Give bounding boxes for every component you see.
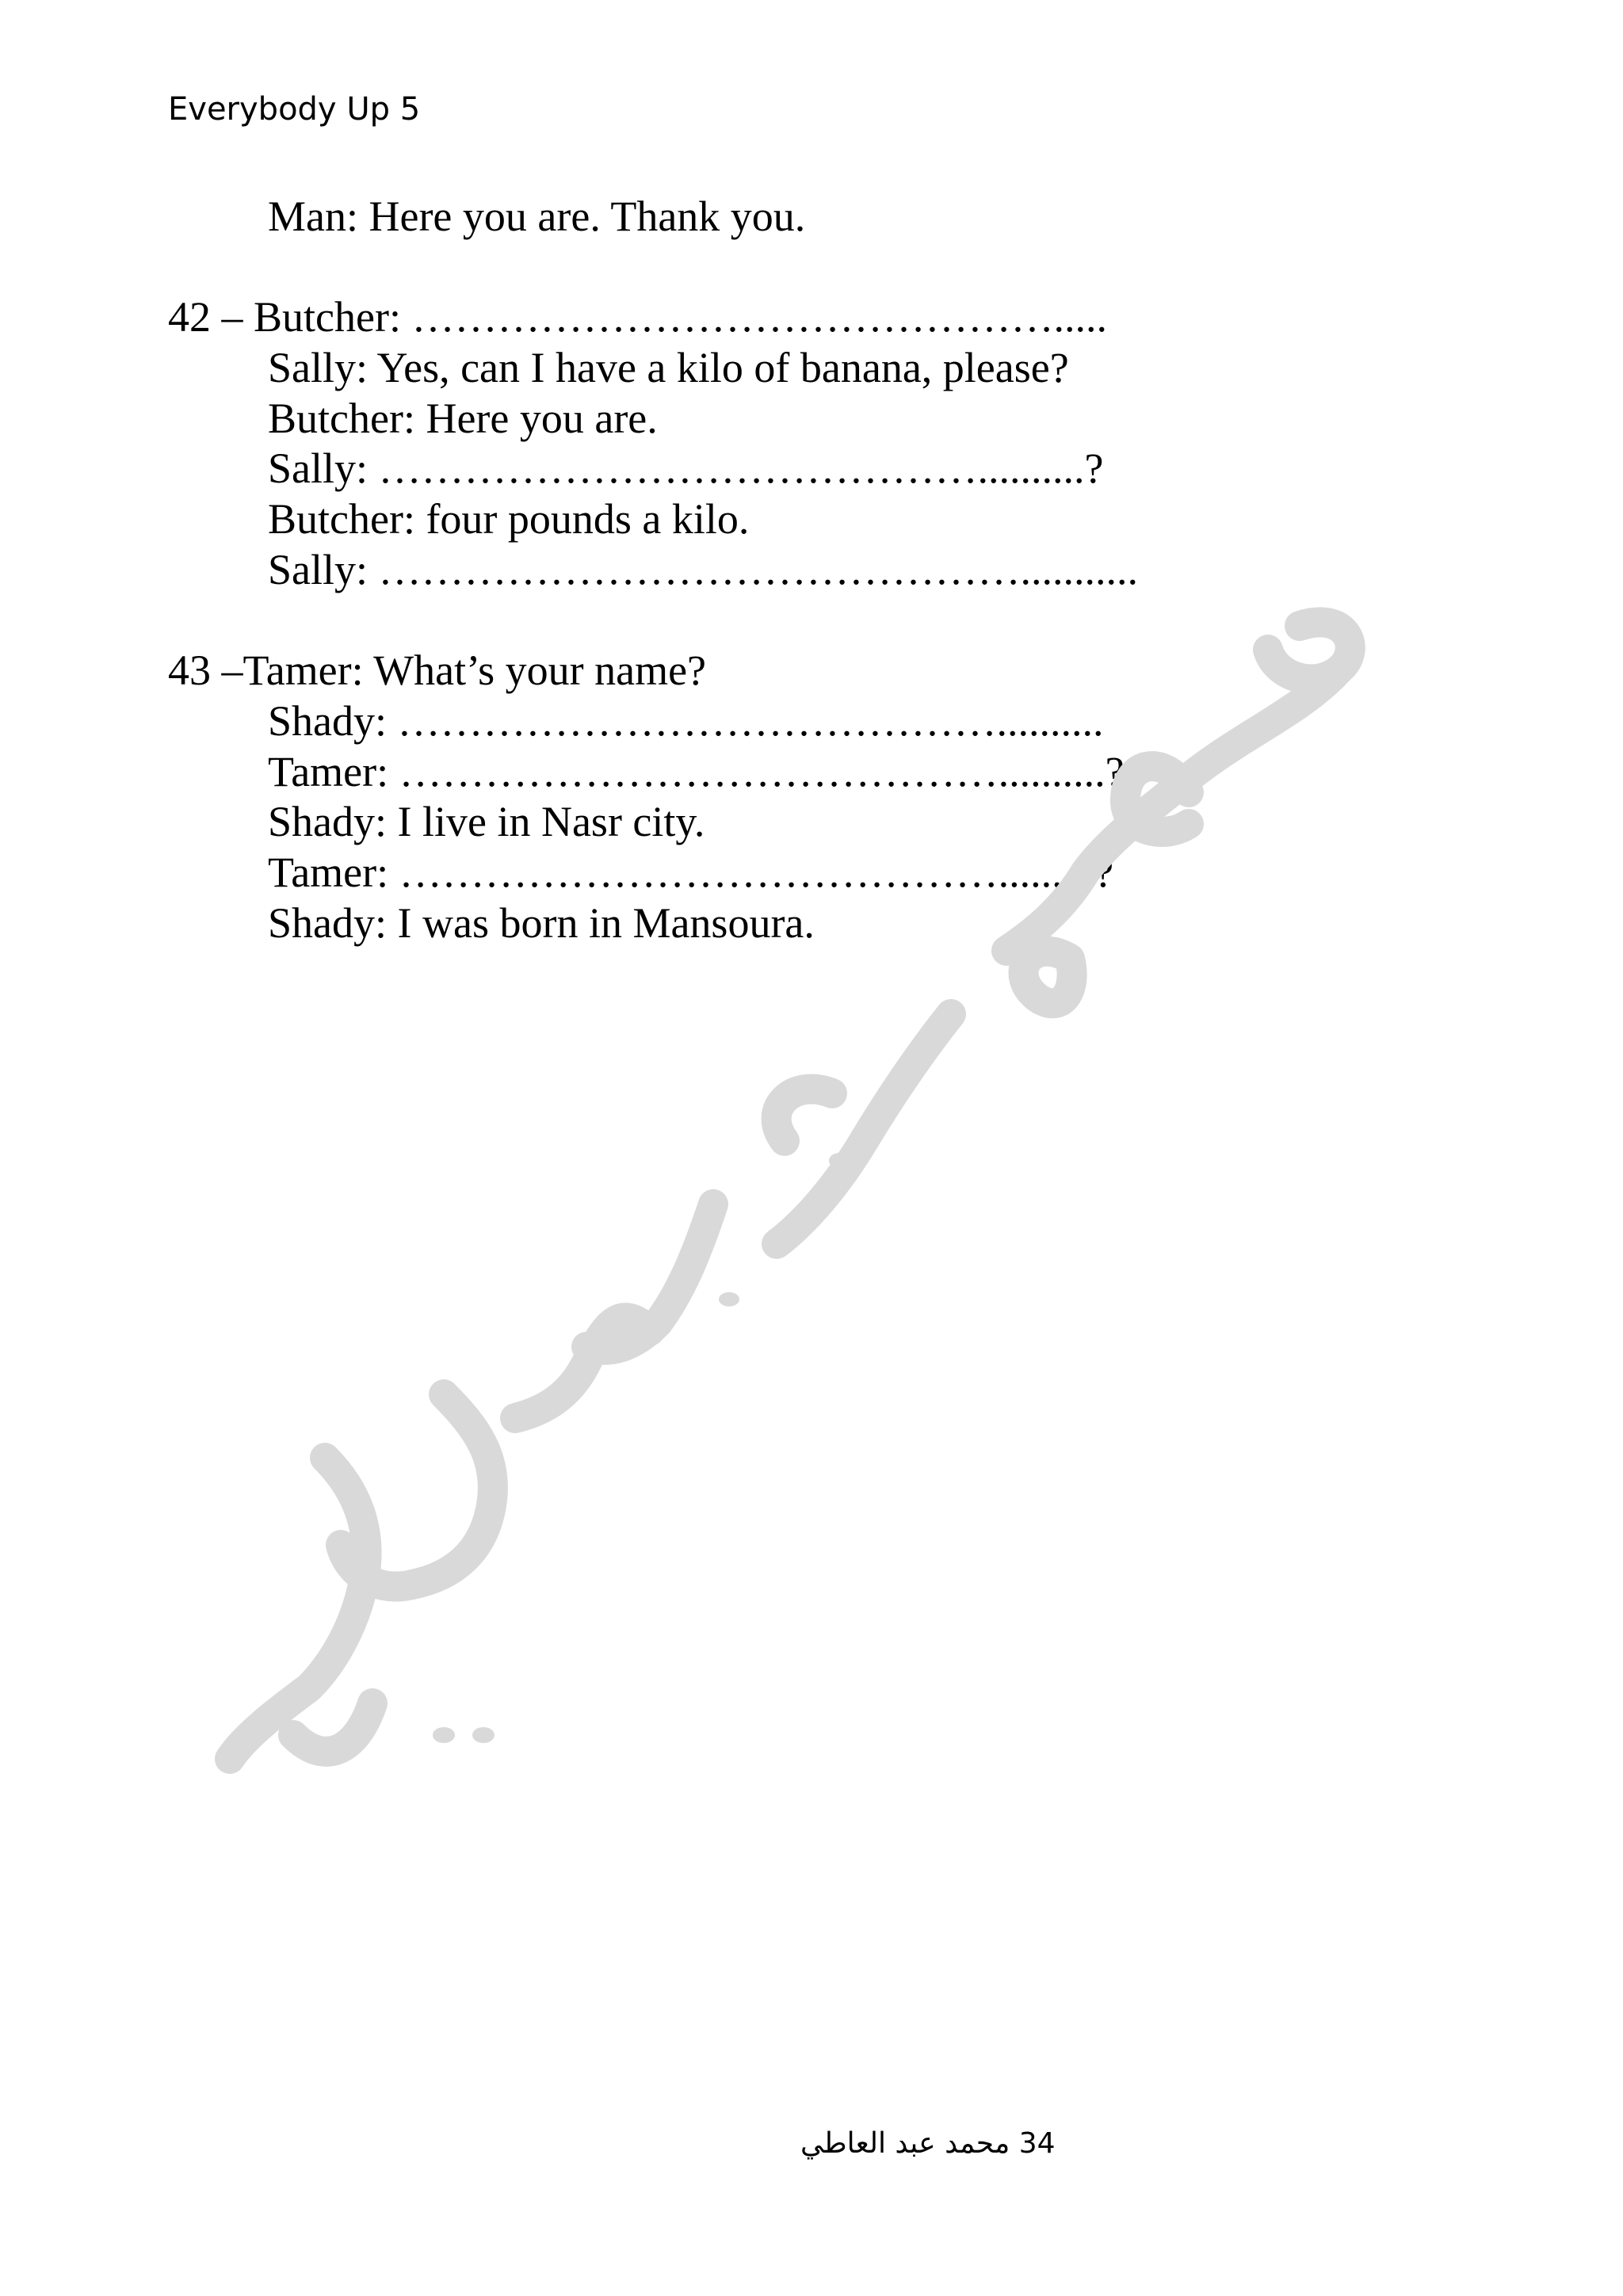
spacer bbox=[168, 596, 1138, 646]
worksheet-content bbox=[168, 192, 1138, 948]
dialogue-blank-line: Tamer: ……………………………………..........? bbox=[268, 747, 1125, 795]
dialogue-blank-line: Sally: ………………………………………........... bbox=[268, 545, 1139, 593]
dialogue-line: Sally: Yes, can I have a kilo of banana, please? bbox=[268, 344, 1069, 392]
dialogue-blank-line: Tamer: …………………………………….........? bbox=[268, 848, 1114, 896]
question-42 bbox=[168, 292, 1138, 595]
dialogue-line: Butcher: four pounds a kilo. bbox=[268, 495, 750, 543]
dialogue-line: Shady: I was born in Mansoura. bbox=[268, 898, 815, 947]
page-footer: 34 محمد عبد العاطي bbox=[800, 2127, 1056, 2160]
dialogue-blank-line: Sally: ……………………………………..........? bbox=[268, 444, 1104, 493]
question-42-prompt: 42 – Butcher: ………………………………………..... bbox=[168, 293, 1107, 341]
page-header: Everybody Up 5 bbox=[168, 91, 421, 128]
dialogue-blank-line: Shady: …………………………………….......... bbox=[268, 696, 1104, 745]
dialogue-line: Shady: I live in Nasr city. bbox=[268, 798, 705, 846]
dialogue-line: Butcher: Here you are. bbox=[268, 394, 658, 442]
dialogue-line: Man: Here you are. Thank you. bbox=[268, 193, 806, 240]
question-43 bbox=[168, 646, 1138, 948]
question-43-prompt: 43 –Tamer: What’s your name? bbox=[168, 646, 707, 695]
spacer bbox=[168, 242, 1138, 293]
